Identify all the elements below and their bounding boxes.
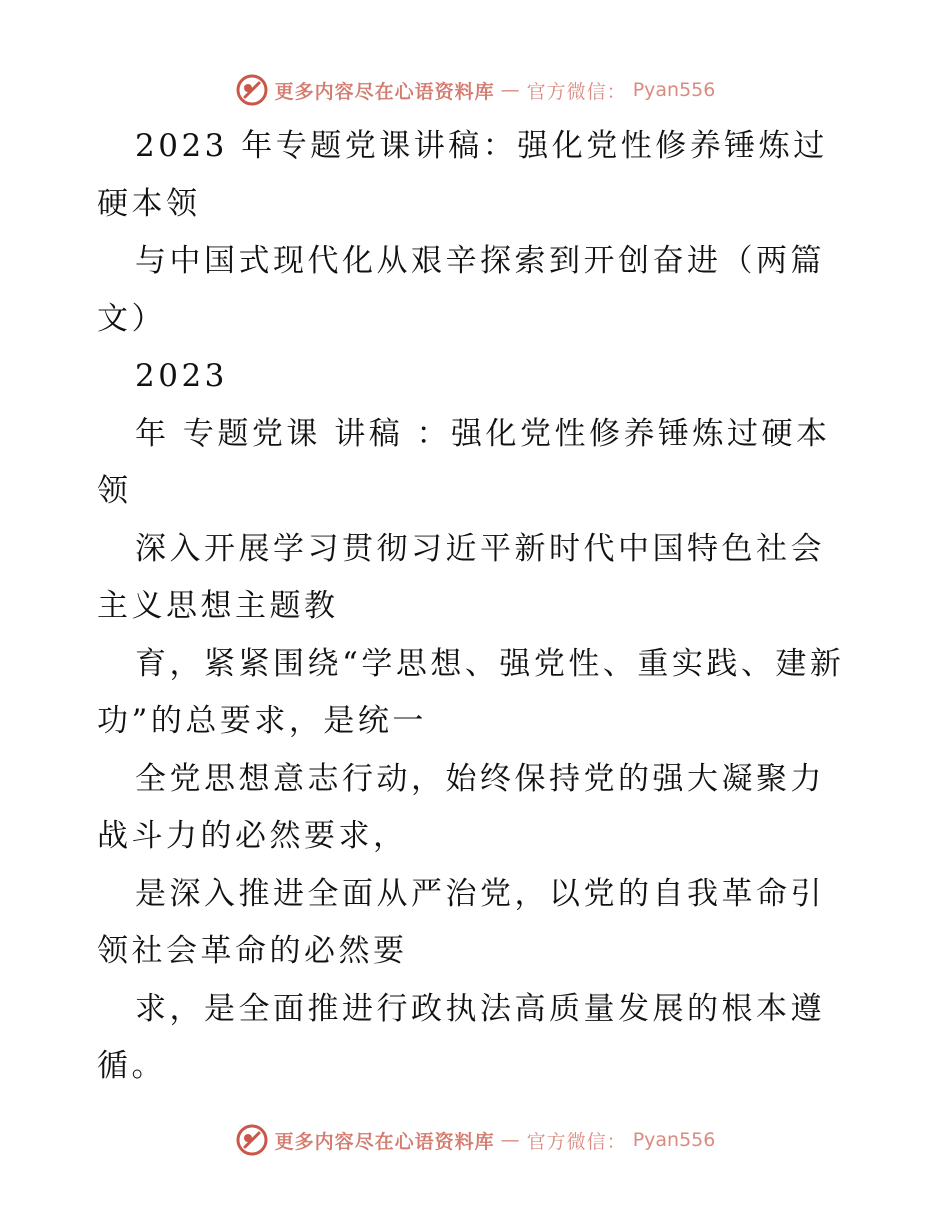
watermark-official-label: 官方微信：: [526, 1130, 627, 1153]
paragraph-body: 是深入推进全面从严治党，以党的自我革命引领社会革命的必然要: [97, 875, 825, 969]
watermark-dash: —: [500, 79, 521, 101]
watermark-wechat-id: Pyan556: [632, 79, 716, 101]
watermark-official-label: 官方微信：: [526, 80, 627, 103]
brand-logo-icon: [235, 73, 269, 107]
paragraph-body: 育，紧紧围绕“学思想、强党性、重实践、建新功”的总要求，是统一: [97, 645, 845, 739]
watermark-site-name: 更多内容尽在心语资料库: [274, 1130, 495, 1153]
document-body: [97, 118, 857, 1096]
paragraph-body: 全党思想意志行动，始终保持党的强大凝聚力战斗力的必然要求，: [97, 760, 825, 854]
watermark-header: [0, 72, 950, 108]
watermark-dash: —: [500, 1129, 521, 1151]
watermark-footer: [0, 1122, 950, 1158]
brand-logo-icon: [235, 1123, 269, 1157]
paragraph-body: 求，是全面推进行政执法高质量发展的根本遵循。: [97, 990, 825, 1084]
paragraph-subtitle: 与中国式现代化从艰辛探索到开创奋进（两篇文）: [97, 243, 825, 337]
watermark-wechat-id: Pyan556: [632, 1129, 716, 1151]
paragraph-year: 2023: [135, 358, 228, 394]
watermark-site-name: 更多内容尽在心语资料库: [274, 80, 495, 103]
paragraph-body: 深入开展学习贯彻习近平新时代中国特色社会主义思想主题教: [97, 530, 825, 624]
paragraph-heading: 年 专题党课 讲稿 ：强化党性修养锤炼过硬本领: [97, 415, 831, 509]
paragraph-title: 2023 年专题党课讲稿：强化党性修养锤炼过硬本领: [97, 128, 828, 222]
